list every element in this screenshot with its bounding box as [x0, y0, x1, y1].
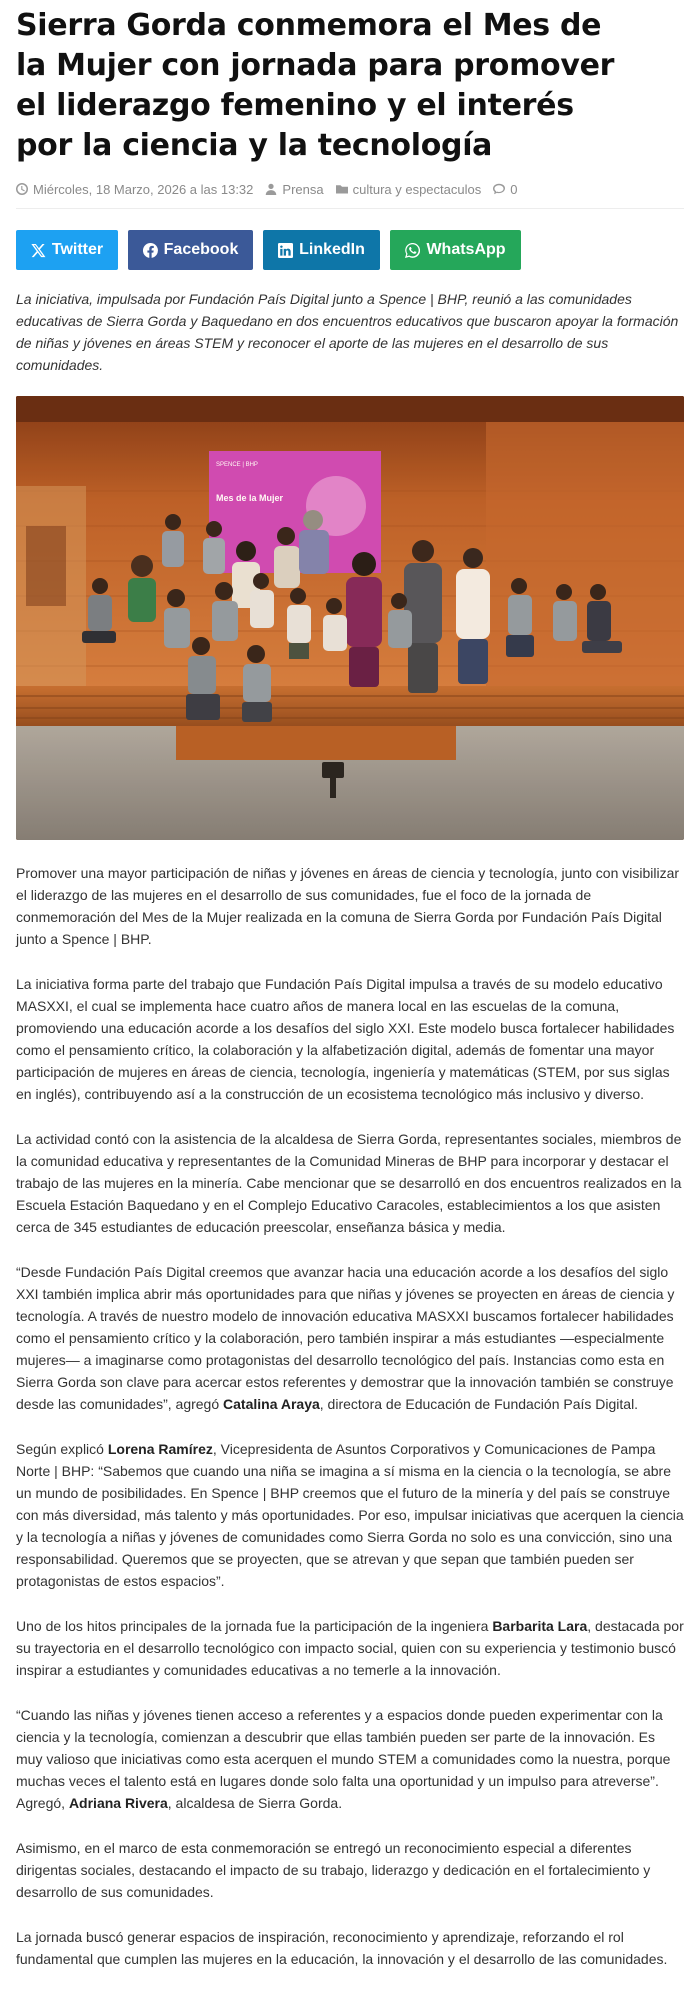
paragraph-7-text: “Cuando las niñas y jóvenes tienen acceso a referentes y a espacios donde pueden experimentar con la ciencia y la tecnología, comienzan a descubrir que ellas también pueden ser parte de la innovación. Es muy valioso que iniciativas como esta acerquen el mundo STEM a comunidades como la nuestra, porque muchas veces el talento está en lugares donde solo falta una oportunidad y un impulso para atreverse”. Agregó, [16, 1707, 671, 1811]
meta-category-text: cultura y espectaculos [352, 181, 482, 197]
paragraph-9: La jornada buscó generar espacios de inspiración, reconocimiento y aprendizaje, reforzando el rol fundamental que cumplen las mujeres en la educación, la innovación y el desarrollo de las comunidades. [16, 1929, 668, 1967]
twitter-share-button[interactable] [16, 230, 118, 270]
facebook-share-button[interactable] [128, 230, 253, 270]
banner-text: Mes de la Mujer [216, 493, 284, 503]
clock-icon [16, 183, 28, 195]
paragraph-2: La iniciativa forma parte del trabajo que Fundación País Digital impulsa a través de su modelo educativo MASXXI, el cual se implementa hace cuatro años de manera local en las escuelas de la comuna, promoviendo una educación acorde a los desafíos del siglo XXI. Este modelo busca fortalecer habilidades como el pensamiento crítico, la colaboración y la alfabetización digital, además de fomentar una mayor participación de mujeres en áreas de ciencia, tecnología, ingeniería y matemáticas (STEM, por sus siglas en inglés), contribuyendo así a la construcción de un ecosistema tecnológico más inclusivo y diverso. [16, 976, 675, 1102]
facebook-logo-icon [143, 243, 158, 258]
linkedin-share-label: LinkedIn [299, 241, 365, 258]
paragraph-6 [16, 1615, 684, 1681]
person-name-barbarita: Barbarita Lara [492, 1618, 588, 1634]
meta-comments[interactable] [493, 182, 517, 197]
paragraph-7 [16, 1704, 684, 1814]
meta-author[interactable] [265, 182, 323, 197]
whatsapp-share-button[interactable] [390, 230, 521, 270]
article-meta [16, 180, 684, 198]
paragraph-3: La actividad contó con la asistencia de la alcaldesa de Sierra Gorda, representantes sociales, miembros de la comunidad educativa y representantes de la Comunidad Mineras de BHP para incorporar y destacar el trabajo de las mujeres en la minería. Cabe mencionar que se desarrolló en dos encuentros realizados en la Escuela Estación Baquedano y en el Complejo Educativo Caracoles, establecimientos a los que asisten cerca de 345 estudiantes de educación preescolar, enseñanza básica y media. [16, 1131, 682, 1235]
article-title: Sierra Gorda conmemora el Mes de la Mujer con jornada para promover el liderazgo femenino y el interés por la ciencia y la tecnología [16, 8, 615, 163]
article-photo [16, 396, 684, 840]
meta-category[interactable] [336, 182, 482, 197]
share-bar [16, 230, 684, 270]
paragraph-1: Promover una mayor participación de niñas y jóvenes en áreas de ciencia y tecnología, junto con visibilizar el liderazgo de las mujeres en el desarrollo de sus comunidades, fue el foco de la jornada de conmemoración del Mes de la Mujer realizada en la comuna de Sierra Gorda por Fundación País Digital junto a Spence | BHP. [16, 865, 680, 947]
paragraph-4-tail: , directora de Educación de Fundación País Digital. [319, 1396, 639, 1412]
whatsapp-share-label: WhatsApp [426, 241, 506, 258]
paragraph-5-text: , Vicepresidenta de Asuntos Corporativos y Comunicaciones de Pampa Norte | BHP: “Sabemos que cuando una niña se imagina a sí misma en la ciencia o la tecnología, se abre un mundo de posibilidades. En Spence | BHP creemos que el futuro de la minería y del país se construye con más diversidad, más talento y más oportunidades. Por eso, impulsar iniciativas que acerquen la ciencia y la tecnología a niñas y jóvenes de comunidades como Sierra Gorda no solo es una convicción, sino una responsabilidad. Queremos que se proyecten, que se atrevan y que sepan que también pueden ser protagonistas de estos espacios”. [16, 1441, 684, 1589]
group-photo-illustration [16, 396, 684, 840]
paragraph-5 [16, 1438, 684, 1592]
paragraph-8: Asimismo, en el marco de esta conmemoración se entregó un reconocimiento especial a diferentes dirigentas sociales, destacando el impacto de su trabajo, liderazgo y dedicación en el fortalecimiento y desarrollo de sus comunidades. [16, 1840, 651, 1900]
facebook-share-label: Facebook [163, 241, 239, 258]
comment-icon [493, 183, 505, 195]
meta-date [16, 182, 253, 197]
paragraph-7-tail: , alcaldesa de Sierra Gorda. [167, 1795, 343, 1811]
paragraph-6-head: Uno de los hitos principales de la jornada fue la participación de la ingeniera [16, 1618, 493, 1634]
user-icon [265, 183, 277, 195]
paragraph-6-text: , destacada por su trayectoria en el desarrollo tecnológico con impacto social, quien con su experiencia y testimonio buscó inspirar a estudiantes y comunidades educativas a no temerle a la innovación. [16, 1618, 684, 1678]
meta-comments-count: 0 [510, 181, 518, 197]
article-lead: La iniciativa, impulsada por Fundación País Digital junto a Spence | BHP, reunió a las comunidades educativas de Sierra Gorda y Baquedano en dos encuentros educativos que buscaron apoyar la formación de niñas y jóvenes en áreas STEM y reconocer el aporte de las mujeres en el desarrollo de sus comunidades. [16, 291, 679, 373]
whatsapp-logo-icon [405, 243, 420, 258]
banner-brand: SPENCE | BHP [216, 462, 258, 468]
twitter-share-label: Twitter [51, 241, 104, 258]
paragraph-4-text: “Desde Fundación País Digital creemos que avanzar hacia una educación acorde a los desafíos del siglo XXI también implica abrir más oportunidades para que niñas y jóvenes se proyecten en áreas de ciencia y tecnología. A través de nuestro modelo de innovación educativa MASXXI buscamos fortalecer habilidades como el pensamiento crítico y la colaboración, pero también inspirar a más estudiantes —especialmente mujeres— a imaginarse como protagonistas del desarrollo tecnológico del país. Instancias como esta en Sierra Gorda son clave para acercar estos referentes y demostrar que la innovación también se construye desde las comunidades”, agregó [16, 1264, 675, 1412]
paragraph-5-head: Según explicó [16, 1441, 108, 1457]
linkedin-share-button[interactable] [263, 230, 380, 270]
person-name-lorena: Lorena Ramírez [107, 1441, 213, 1457]
meta-author-text: Prensa [282, 181, 324, 197]
meta-divider [16, 208, 684, 209]
x-logo-icon [31, 243, 46, 258]
paragraph-4 [16, 1261, 684, 1415]
person-name-catalina: Catalina Araya [223, 1396, 320, 1412]
linkedin-logo-icon [278, 243, 293, 258]
article-page [0, 6, 700, 1970]
person-name-adriana: Adriana Rivera [68, 1795, 168, 1811]
folder-icon [336, 183, 348, 195]
article-body [16, 862, 684, 1970]
meta-date-text: Miércoles, 18 Marzo, 2026 a las 13:32 [33, 181, 254, 197]
